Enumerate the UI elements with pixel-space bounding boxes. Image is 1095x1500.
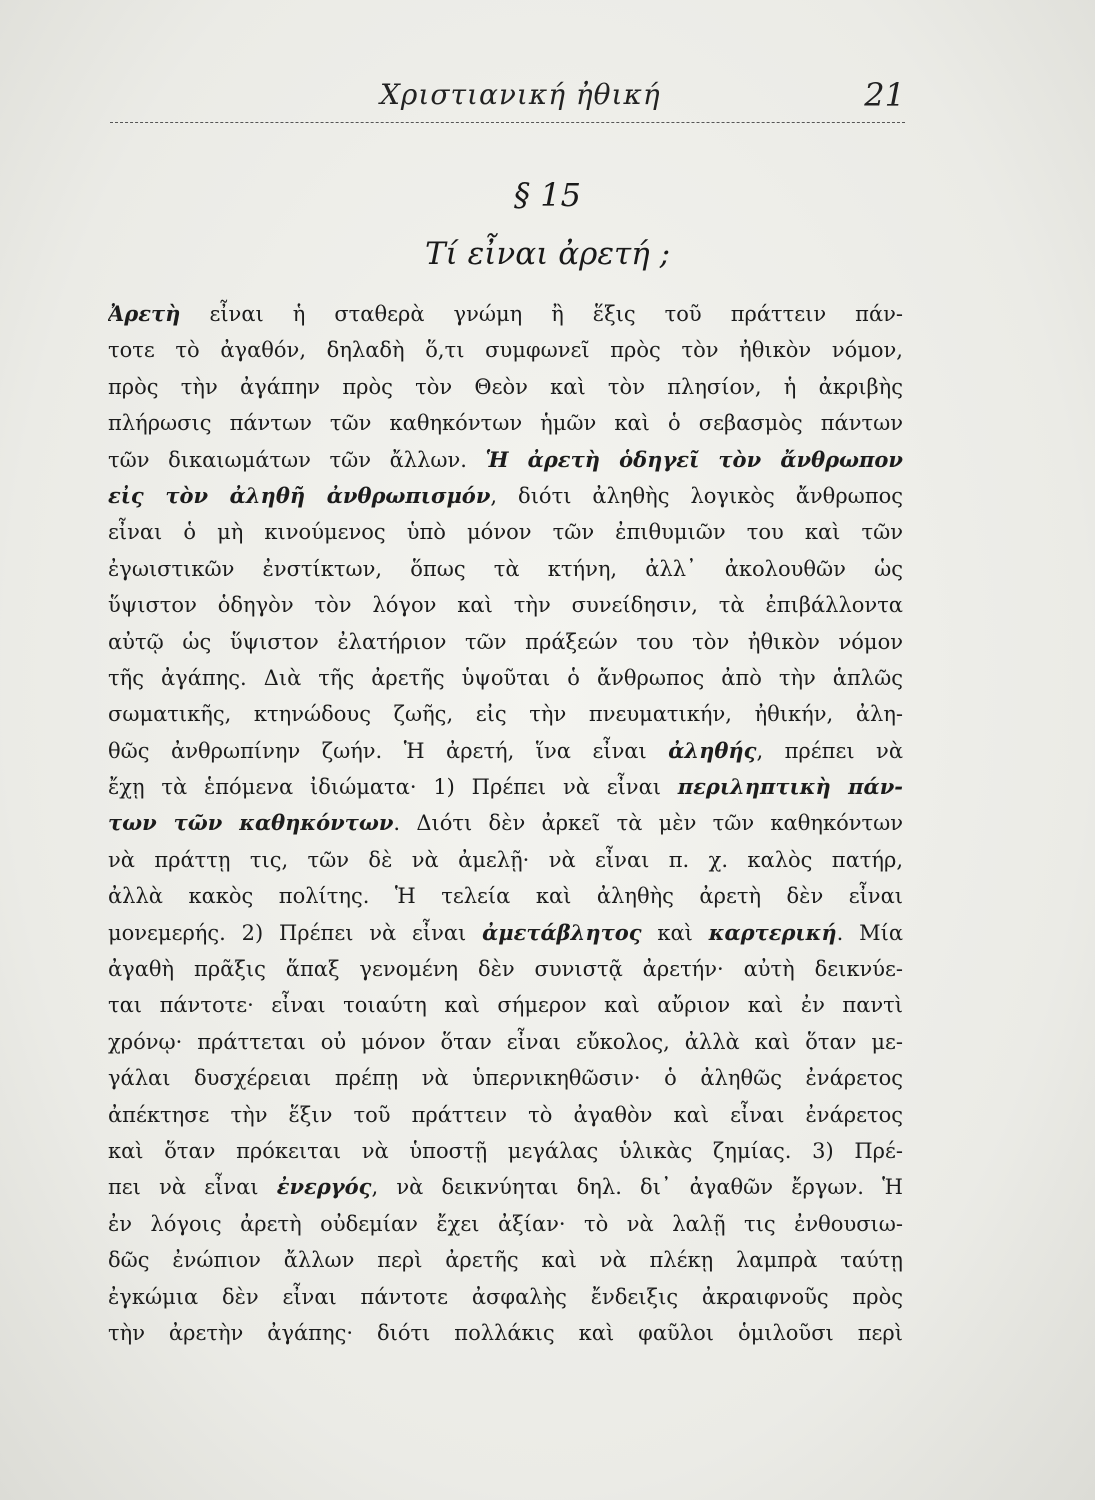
emphasized-text: των τῶν καθηκόντων xyxy=(108,810,394,836)
header-rule xyxy=(110,122,905,123)
text-segment: τοτε τὸ ἀγαθόν, δηλαδὴ ὅ,τι συμφωνεῖ πρὸς τὸν ἠθικὸν νόμον, xyxy=(108,338,903,363)
text-line xyxy=(108,696,903,732)
text-segment: ὕψιστον ὁδηγὸν τὸν λόγον καὶ τὴν συνείδησιν, τὰ ἐπιβάλλοντα xyxy=(108,593,903,618)
text-segment: τὴν ἀρετὴν ἀγάπης· διότι πολλάκις καὶ φαῦλοι ὁμιλοῦσι περὶ xyxy=(108,1320,903,1345)
text-segment: ἐν λόγοις ἀρετὴ οὐδεμίαν ἔχει ἀξίαν· τὸ νὰ λαλῇ τις ἐνθουσιω- xyxy=(108,1211,903,1236)
running-title: Χριστιανική ἠθική xyxy=(380,78,661,111)
text-segment: πει νὰ εἶναι xyxy=(108,1175,277,1200)
text-segment: ἔχῃ τὰ ἑπόμενα ἰδιώματα· 1) Πρέπει νὰ εἶναι xyxy=(108,775,678,800)
text-line xyxy=(108,878,903,914)
text-line xyxy=(108,769,903,805)
emphasized-text: ἐνεργός xyxy=(276,1174,372,1200)
text-line xyxy=(108,551,903,587)
text-line xyxy=(108,587,903,623)
text-line xyxy=(108,842,903,878)
text-segment: σωματικῆς, κτηνώδους ζωῆς, εἰς τὴν πνευματικήν, ἠθικήν, ἀλη- xyxy=(108,702,903,727)
text-segment: , πρέπει νὰ xyxy=(756,738,903,763)
emphasized-text: εἰς τὸν ἀληθῆ ἀνθρωπισμόν xyxy=(108,482,491,508)
text-line xyxy=(108,1097,903,1133)
text-segment: , νὰ δεικνύηται δηλ. δι᾿ ἀγαθῶν ἔργων. Ἡ xyxy=(371,1175,903,1200)
text-line xyxy=(108,1242,903,1278)
text-segment: τῆς ἀγάπης. Διὰ τῆς ἀρετῆς ὑψοῦται ὁ ἄνθρωπος ἀπὸ τὴν ἁπλῶς xyxy=(108,665,903,690)
page-number: 21 xyxy=(864,76,905,114)
text-segment: . Μία xyxy=(836,920,903,945)
text-line xyxy=(108,1133,903,1169)
text-segment: , διότι ἀληθὴς λογικὸς ἄνθρωπος xyxy=(490,483,903,508)
text-line xyxy=(108,624,903,660)
text-segment: . Διότι δὲν ἀρκεῖ τὰ μὲν τῶν καθηκόντων xyxy=(393,811,903,836)
text-line xyxy=(108,951,903,987)
text-segment: ἐγωιστικῶν ἐνστίκτων, ὅπως τὰ κτήνη, ἀλλ᾿ ἀκολουθῶν ὡς xyxy=(108,556,903,581)
text-segment: πρὸς τὴν ἀγάπην πρὸς τὸν Θεὸν καὶ τὸν πλησίον, ἡ ἀκριβὴς xyxy=(108,374,903,399)
text-segment: θῶς ἀνθρωπίνην ζωήν. Ἡ ἀρετή, ἵνα εἶναι xyxy=(108,738,669,763)
text-line xyxy=(108,296,903,332)
emphasized-text: περιληπτικὴ πάν- xyxy=(677,774,903,800)
text-line xyxy=(108,442,903,478)
running-head xyxy=(110,78,905,122)
text-segment: τῶν δικαιωμάτων τῶν ἄλλων. xyxy=(108,447,486,472)
text-line xyxy=(108,1279,903,1315)
text-line xyxy=(108,805,903,841)
emphasized-text: ἀληθής xyxy=(668,737,757,763)
text-segment: ἀλλὰ κακὸς πολίτης. Ἡ τελεία καὶ ἀληθὴς ἀρετὴ δὲν εἶναι xyxy=(108,884,903,909)
text-line xyxy=(108,369,903,405)
section-title: Τί εἶναι ἀρετή ; xyxy=(424,236,671,272)
text-line xyxy=(108,332,903,368)
text-segment: ἀπέκτησε τὴν ἕξιν τοῦ πράττειν τὸ ἀγαθὸν καὶ εἶναι ἐνάρετος xyxy=(108,1102,903,1127)
text-segment: καὶ xyxy=(641,920,709,945)
text-line xyxy=(108,733,903,769)
text-line xyxy=(108,987,903,1023)
emphasized-text: καρτερική xyxy=(708,919,837,945)
text-segment: ται πάντοτε· εἶναι τοιαύτη καὶ σήμερον καὶ αὔριον καὶ ἐν παντὶ xyxy=(108,993,903,1018)
text-segment: πλήρωσις πάντων τῶν καθηκόντων ἡμῶν καὶ ὁ σεβασμὸς πάντων xyxy=(108,411,903,436)
emphasized-text: Ἡ ἀρετὴ ὁδηγεῖ τὸν ἄνθρωπον xyxy=(485,446,903,472)
text-line xyxy=(108,660,903,696)
text-segment: ἀγαθὴ πρᾶξις ἅπαξ γενομένη δὲν συνιστᾷ ἀρετήν· αὐτὴ δεικνύε- xyxy=(108,957,903,982)
text-line xyxy=(108,1206,903,1242)
text-segment: δῶς ἐνώπιον ἄλλων περὶ ἀρετῆς καὶ νὰ πλέκῃ λαμπρὰ ταύτῃ xyxy=(108,1248,903,1273)
text-segment: μονεμερής. 2) Πρέπει νὰ εἶναι xyxy=(108,920,483,945)
text-line xyxy=(108,405,903,441)
text-segment: εἶναι ὁ μὴ κινούμενος ὑπὸ μόνον τῶν ἐπιθυμιῶν του καὶ τῶν xyxy=(108,520,903,545)
text-segment: νὰ πράττῃ τις, τῶν δὲ νὰ ἀμελῇ· νὰ εἶναι π. χ. καλὸς πατήρ, xyxy=(108,847,903,872)
text-line xyxy=(108,514,903,550)
section-number: § 15 xyxy=(514,176,581,214)
text-line xyxy=(108,1169,903,1205)
text-segment: ἐγκώμια δὲν εἶναι πάντοτε ἀσφαλὴς ἔνδειξις ἀκραιφνοῦς πρὸς xyxy=(108,1284,903,1309)
text-line xyxy=(108,915,903,951)
text-line xyxy=(108,1315,903,1351)
text-segment: γάλαι δυσχέρειαι πρέπῃ νὰ ὑπερνικηθῶσιν· ὁ ἀληθῶς ἐνάρετος xyxy=(108,1066,903,1091)
emphasized-text: Ἀρετὴ xyxy=(108,301,181,326)
text-segment: αὐτῷ ὡς ὕψιστον ἐλατήριον τῶν πράξεών του τὸν ἠθικὸν νόμον xyxy=(108,629,903,654)
text-segment: καὶ ὅταν πρόκειται νὰ ὑποστῇ μεγάλας ὑλικὰς ζημίας. 3) Πρέ- xyxy=(108,1138,903,1163)
text-segment: εἶναι ἡ σταθερὰ γνώμη ἢ ἕξις τοῦ πράττειν πάν- xyxy=(180,302,903,326)
text-line xyxy=(108,1024,903,1060)
text-line xyxy=(108,478,903,514)
text-segment: χρόνῳ· πράττεται οὐ μόνον ὅταν εἶναι εὔκολος, ἀλλὰ καὶ ὅταν με- xyxy=(108,1029,903,1054)
text-line xyxy=(108,1060,903,1096)
emphasized-text: ἀμετάβλητος xyxy=(482,919,642,945)
body-text xyxy=(108,296,903,1351)
